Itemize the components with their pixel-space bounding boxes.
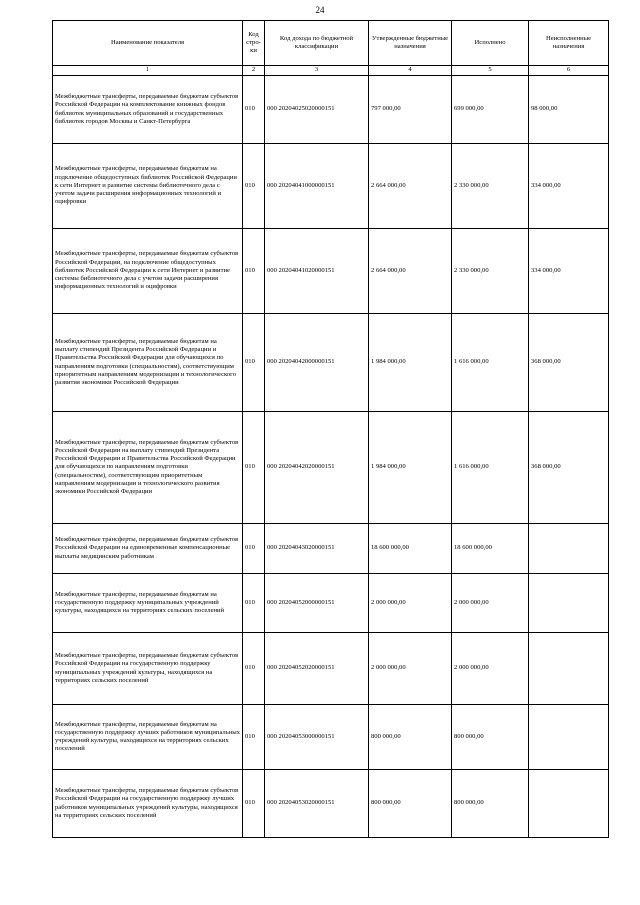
row-unexecuted: 368 000,00: [529, 314, 609, 412]
report-table: [52, 20, 609, 838]
row-line-code: 010: [243, 574, 265, 633]
table-row: [53, 574, 609, 633]
row-name: Межбюджетные трансферты, передаваемые бюджетам на подключение общедоступных библиотек Российской Федерации к сети Интернет и развитие системы библиотечного дела с учетом задачи расширения информационных технологий и оцифровки: [53, 144, 243, 229]
row-approved: 800 000,00: [369, 770, 452, 838]
header-income-code: Код дохода по бюджетной классификации: [265, 21, 369, 66]
column-number: 1: [53, 66, 243, 76]
row-line-code: 010: [243, 770, 265, 838]
row-executed: 1 616 000,00: [452, 412, 529, 524]
row-executed: 2 330 000,00: [452, 229, 529, 314]
row-name: Межбюджетные трансферты, передаваемые бюджетам субъектов Российской Федерации, на подключение общедоступных библиотек Российской Федерации к сети Интернет и развитие системы библиотечного дела с учетом задачи расширения информационных технологий и оцифровки: [53, 229, 243, 314]
row-approved: 18 600 000,00: [369, 524, 452, 574]
row-income-code: 000 20204041020000151: [265, 229, 369, 314]
row-unexecuted: [529, 633, 609, 705]
row-name: Межбюджетные трансферты, передаваемые бюджетам субъектов Российской Федерации на государственную поддержку муниципальных учреждений культуры, находящихся на территориях сельских поселений: [53, 633, 243, 705]
row-income-code: 000 20204052000000151: [265, 574, 369, 633]
row-executed: 2 000 000,00: [452, 574, 529, 633]
row-unexecuted: 368 000,00: [529, 412, 609, 524]
row-unexecuted: [529, 770, 609, 838]
row-executed: 800 000,00: [452, 705, 529, 770]
row-income-code: 000 20204042000000151: [265, 314, 369, 412]
table-row: [53, 770, 609, 838]
header-unexecuted: Неисполненные назначения: [529, 21, 609, 66]
row-name: Межбюджетные трансферты, передаваемые бюджетам субъектов Российской Федерации на комплектование книжных фондов библиотек муниципальных образований и государственных библиотек городов Москвы и Санкт-Петербурга: [53, 76, 243, 144]
row-income-code: 000 20204052020000151: [265, 633, 369, 705]
table-row: [53, 76, 609, 144]
header-line-code: Код стро-ки: [243, 21, 265, 66]
row-unexecuted: 334 000,00: [529, 144, 609, 229]
table-row: [53, 314, 609, 412]
row-executed: 699 000,00: [452, 76, 529, 144]
header-name: Наименование показателя: [53, 21, 243, 66]
row-income-code: 000 20204053020000151: [265, 770, 369, 838]
header-executed: Исполнено: [452, 21, 529, 66]
header-approved: Утвержденные бюджетные назначения: [369, 21, 452, 66]
row-unexecuted: 334 000,00: [529, 229, 609, 314]
header-row: [53, 21, 609, 66]
row-approved: 1 984 000,00: [369, 314, 452, 412]
row-unexecuted: [529, 574, 609, 633]
row-approved: 2 000 000,00: [369, 574, 452, 633]
row-line-code: 010: [243, 705, 265, 770]
row-name: Межбюджетные трансферты, передаваемые бюджетам субъектов Российской Федерации на единовременные компенсационные выплаты медицинским работникам: [53, 524, 243, 574]
row-income-code: 000 20204041000000151: [265, 144, 369, 229]
row-executed: 1 616 000,00: [452, 314, 529, 412]
row-approved: 2 664 000,00: [369, 229, 452, 314]
column-number: 4: [369, 66, 452, 76]
row-line-code: 010: [243, 144, 265, 229]
row-approved: 800 000,00: [369, 705, 452, 770]
table-row: [53, 705, 609, 770]
row-executed: 18 600 000,00: [452, 524, 529, 574]
table-row: [53, 144, 609, 229]
column-number: 5: [452, 66, 529, 76]
page-number: 24: [315, 5, 325, 15]
row-income-code: 000 20204025020000151: [265, 76, 369, 144]
row-name: Межбюджетные трансферты, передаваемые бюджетам на государственную поддержку лучших работников муниципальных учреждений культуры, находящихся на территориях сельских поселений: [53, 705, 243, 770]
table-row: [53, 524, 609, 574]
row-name: Межбюджетные трансферты, передаваемые бюджетам субъектов Российской Федерации на государственную поддержку лучших работников муниципальных учреждений культуры, находящихся на территориях сельских поселений: [53, 770, 243, 838]
row-income-code: 000 20204043020000151: [265, 524, 369, 574]
row-unexecuted: [529, 524, 609, 574]
table-row: [53, 229, 609, 314]
row-approved: 1 984 000,00: [369, 412, 452, 524]
row-line-code: 010: [243, 524, 265, 574]
table-row: [53, 633, 609, 705]
row-line-code: 010: [243, 314, 265, 412]
column-number-row: [53, 66, 609, 76]
row-unexecuted: [529, 705, 609, 770]
row-executed: 2 000 000,00: [452, 633, 529, 705]
row-executed: 800 000,00: [452, 770, 529, 838]
row-approved: 2 664 000,00: [369, 144, 452, 229]
row-income-code: 000 20204053000000151: [265, 705, 369, 770]
row-line-code: 010: [243, 229, 265, 314]
row-line-code: 010: [243, 412, 265, 524]
row-approved: 2 000 000,00: [369, 633, 452, 705]
row-income-code: 000 20204042020000151: [265, 412, 369, 524]
row-approved: 797 000,00: [369, 76, 452, 144]
column-number: 6: [529, 66, 609, 76]
row-line-code: 010: [243, 633, 265, 705]
row-executed: 2 330 000,00: [452, 144, 529, 229]
row-name: Межбюджетные трансферты, передаваемые бюджетам субъектов Российской Федерации на выплату стипендий Президента Российской Федерации и Правительства Российской Федерации для обучающихся по направлениям подготовки (специальностям), соответствующим приоритетным направлениям модернизации и технологического развития экономики Российской Федерации: [53, 412, 243, 524]
table-row: [53, 412, 609, 524]
column-number: 2: [243, 66, 265, 76]
row-name: Межбюджетные трансферты, передаваемые бюджетам на государственную поддержку муниципальных учреждений культуры, находящихся на территориях сельских поселений: [53, 574, 243, 633]
column-number: 3: [265, 66, 369, 76]
row-unexecuted: 98 000,00: [529, 76, 609, 144]
row-name: Межбюджетные трансферты, передаваемые бюджетам на выплату стипендий Президента Российской Федерации и Правительства Российской Федерации для обучающихся по направлениям подготовки (специальностям), соответствующим приоритетным направлениям модернизации и технологического развития экономики Российской Федерации: [53, 314, 243, 412]
row-line-code: 010: [243, 76, 265, 144]
